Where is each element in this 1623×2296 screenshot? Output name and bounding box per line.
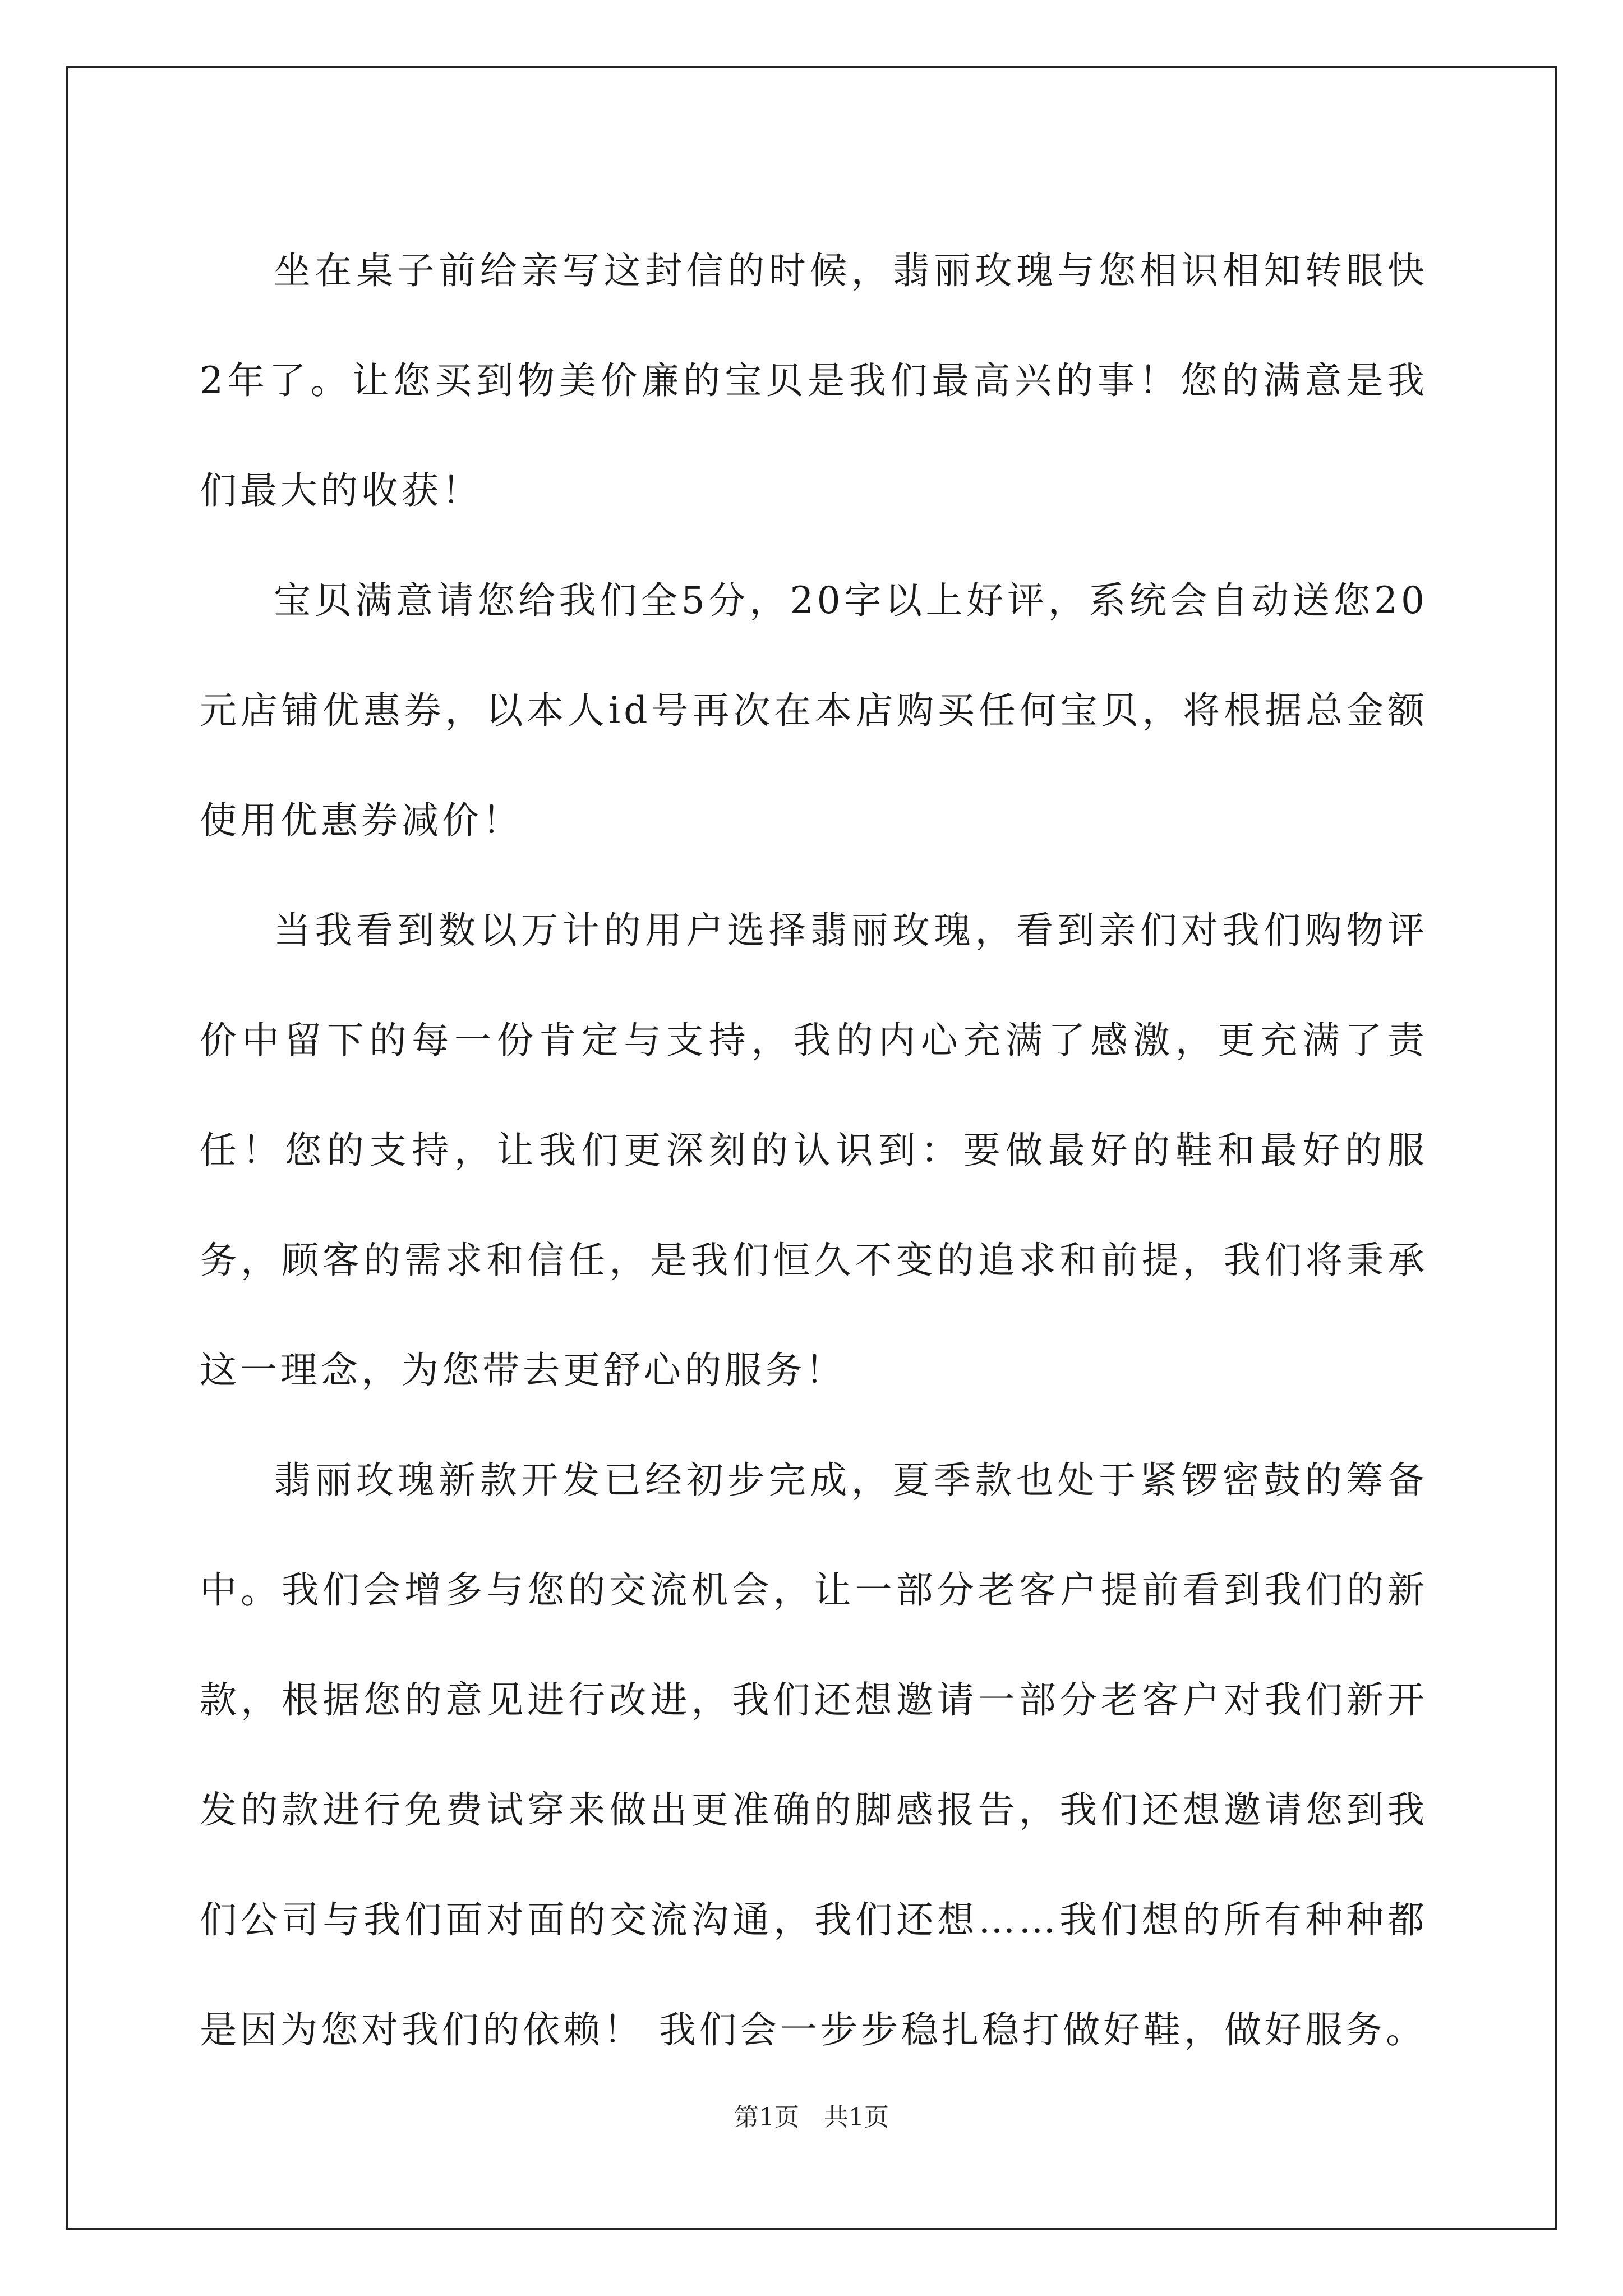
paragraph-new-products: 翡丽玫瑰新款开发已经初步完成，夏季款也处于紧锣密鼓的筹备中。我们会增多与您的交流机会，让一部分老客户提前看到我们的新款，根据您的意见进行改进，我们还想邀请一部分老客户对我们新开发的款进行免费试穿来做出更准确的脚感报告，我们还想邀请您到我们公司与我们面对面的交流沟通，我们还想……我们想的所有种种都是因为您对我们的依赖！ 我们会一步步稳扎稳打做好鞋，做好服务。 <box>200 1458 1428 2051</box>
paragraph-review-coupon: 宝贝满意请您给我们全5分，20字以上好评，系统会自动送您20元店铺优惠券，以本人id号再次在本店购买任何宝贝，将根据总金额使用优惠券减价！ <box>200 579 1428 842</box>
paragraph-gratitude: 当我看到数以万计的用户选择翡丽玫瑰，看到亲们对我们购物评价中留下的每一份肯定与支持，我的内心充满了感激，更充满了责任！您的支持，让我们更深刻的认识到：要做最好的鞋和最好的服务，顾客的需求和信任，是我们恒久不变的追求和前提，我们将秉承这一理念，为您带去更舒心的服务！ <box>200 909 1428 1392</box>
paragraph-greeting: 坐在桌子前给亲写这封信的时候，翡丽玫瑰与您相识相知转眼快2年了。让您买到物美价廉的宝贝是我们最高兴的事！您的满意是我们最大的收获！ <box>200 249 1428 512</box>
page-number-footer: 第1页 共1页 <box>734 2103 889 2132</box>
letter-body <box>200 216 1428 2085</box>
